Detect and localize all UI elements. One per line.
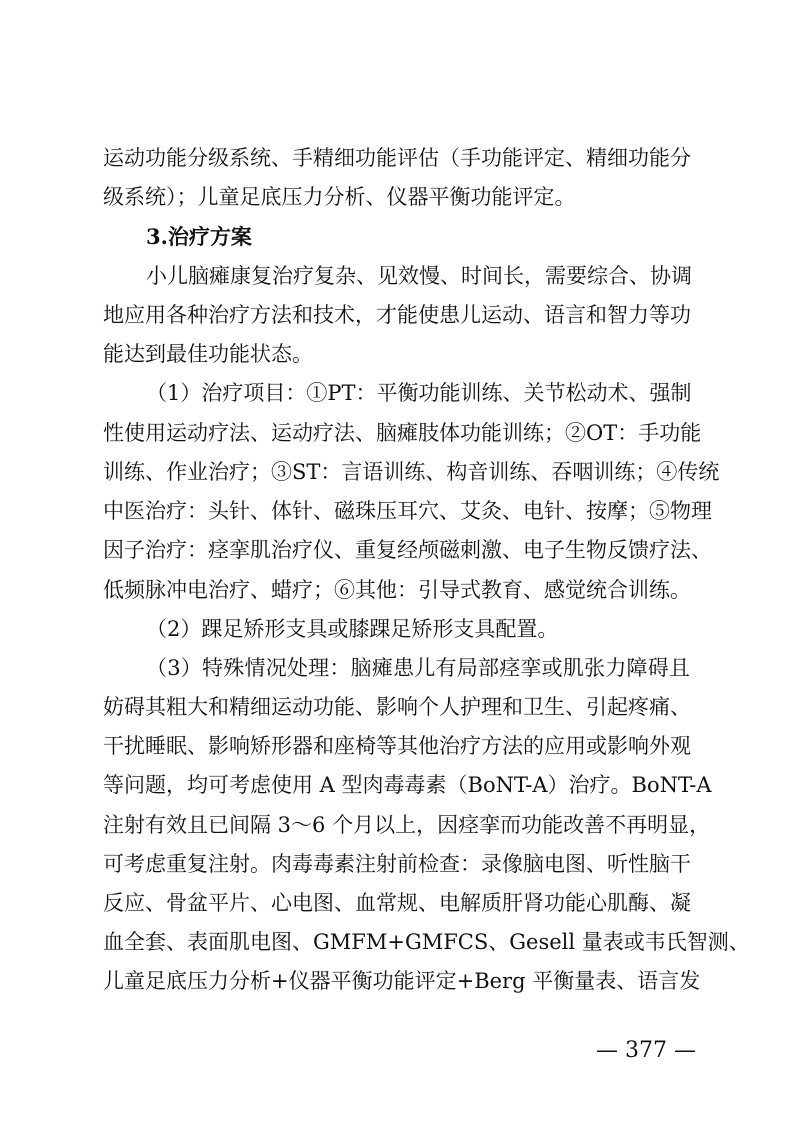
text-line: 地应用各种治疗方法和技术，才能使患儿运动、语言和智力等功 [103,303,691,327]
text-line: 等问题，均可考虑使用 A 型肉毒毒素（BoNT-A）治疗。BoNT-A [103,773,712,797]
text-line: 妨碍其粗大和精细运动功能、影响个人护理和卫生、引起疼痛、 [103,695,691,719]
text-line: 运动功能分级系统、手精细功能评估（手功能评定、精细功能分 [103,146,691,170]
text-line: （1）治疗项目：①PT：平衡功能训练、关节松动术、强制 [146,381,692,405]
text-line: 级系统）；儿童足底压力分析、仪器平衡功能评定。 [103,185,576,209]
text-line: 能达到最佳功能状态。 [103,342,313,366]
text-line: 反应、骨盆平片、心电图、血常规、电解质肝肾功能心肌酶、凝 [103,891,691,915]
text-line: 注射有效且已间隔 3～6 个月以上，因痉挛而功能改善不再明显， [103,813,711,837]
text-line: 小儿脑瘫康复治疗复杂、见效慢、时间长，需要综合、协调 [146,264,692,288]
text-line: 可考虑重复注射。肉毒毒素注射前检查：录像脑电图、听性脑干 [103,852,691,876]
text-line: 性使用运动疗法、运动疗法、脑瘫肢体功能训练；②OT：手功能 [103,421,702,445]
text-line: 因子治疗：痉挛肌治疗仪、重复经颅磁刺激、电子生物反馈疗法、 [103,538,712,562]
text-line: 中医治疗：头针、体针、磁珠压耳穴、艾灸、电针、按摩；⑤物理 [103,499,712,523]
text-line: 低频脉冲电治疗、蜡疗；⑥其他：引导式教育、感觉统合训练。 [103,578,691,602]
text-line: （3）特殊情况处理：脑瘫患儿有局部痉挛或肌张力障碍且 [146,656,690,680]
text-line: 训练、作业治疗；③ST：言语训练、构音训练、吞咽训练；④传统 [103,460,720,484]
page-number: — 377 — [596,1038,696,1063]
text-line: 血全套、表面肌电图、GMFM+GMFCS、Gesell 量表或韦氏智测、 [103,930,750,954]
text-line: 儿童足底压力分析+仪器平衡功能评定+Berg 平衡量表、语言发 [103,969,701,993]
section-heading: 3.治疗方案 [146,224,252,249]
text-line: （2）踝足矫形支具或膝踝足矫形支具配置。 [146,617,559,641]
text-line: 干扰睡眠、影响矫形器和座椅等其他治疗方法的应用或影响外观 [103,734,691,758]
